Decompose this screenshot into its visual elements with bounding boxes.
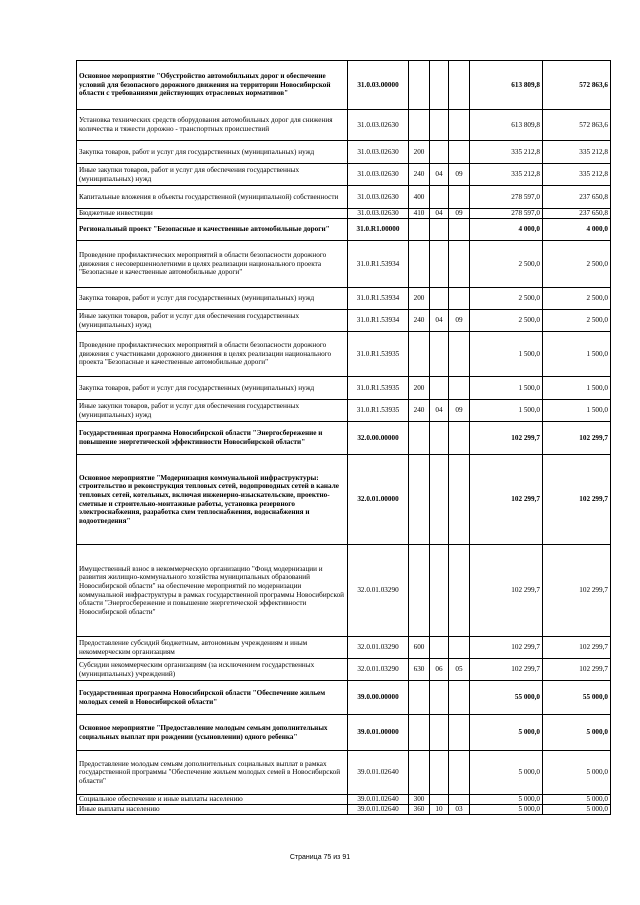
row-section-cell xyxy=(430,681,449,715)
row-code-cell: 31.0.03.02630 xyxy=(348,110,409,141)
table-row xyxy=(77,659,611,681)
row-subsection-cell xyxy=(449,681,470,715)
row-amount-2-cell: 2 500,0 xyxy=(543,288,611,310)
row-amount-2-cell: 102 299,7 xyxy=(543,545,611,637)
row-name-cell: Закупка товаров, работ и услуг для государственных (муниципальных) нужд xyxy=(77,377,348,400)
row-subsection-cell: 09 xyxy=(449,209,470,219)
table-row xyxy=(77,61,611,110)
row-subsection-cell xyxy=(449,241,470,288)
row-name-cell: Иные выплаты населению xyxy=(77,805,348,815)
row-amount-2-cell: 5 000,0 xyxy=(543,715,611,751)
row-amount-1-cell: 335 212,8 xyxy=(470,141,543,164)
row-expense-type-cell xyxy=(409,241,430,288)
row-expense-type-cell: 300 xyxy=(409,795,430,805)
row-amount-2-cell: 5 000,0 xyxy=(543,805,611,815)
row-name-cell: Субсидии некоммерческим организациям (за исключением государственных (муниципальных) учреждений) xyxy=(77,659,348,681)
row-subsection-cell xyxy=(449,288,470,310)
row-code-cell: 31.0.R1.53934 xyxy=(348,310,409,332)
row-subsection-cell: 03 xyxy=(449,805,470,815)
table-row xyxy=(77,332,611,377)
row-subsection-cell: 09 xyxy=(449,400,470,422)
row-subsection-cell: 05 xyxy=(449,659,470,681)
table-row xyxy=(77,241,611,288)
row-section-cell xyxy=(430,377,449,400)
row-section-cell xyxy=(430,751,449,795)
row-name-cell: Бюджетные инвестиции xyxy=(77,209,348,219)
row-section-cell: 04 xyxy=(430,400,449,422)
row-code-cell: 31.0.R1.53934 xyxy=(348,241,409,288)
row-section-cell xyxy=(430,422,449,455)
table-row xyxy=(77,310,611,332)
row-expense-type-cell: 410 xyxy=(409,209,430,219)
row-amount-2-cell: 1 500,0 xyxy=(543,332,611,377)
row-subsection-cell xyxy=(449,715,470,751)
row-name-cell: Иные закупки товаров, работ и услуг для обеспечения государственных (муниципальных) нужд xyxy=(77,310,348,332)
row-code-cell: 31.0.R1.53934 xyxy=(348,288,409,310)
row-code-cell: 31.0.R1.53935 xyxy=(348,332,409,377)
row-section-cell xyxy=(430,455,449,545)
row-amount-1-cell: 5 000,0 xyxy=(470,795,543,805)
row-amount-1-cell: 102 299,7 xyxy=(470,545,543,637)
row-code-cell: 32.0.01.03290 xyxy=(348,659,409,681)
row-amount-2-cell: 102 299,7 xyxy=(543,422,611,455)
row-code-cell: 39.0.01.00000 xyxy=(348,715,409,751)
row-expense-type-cell: 600 xyxy=(409,637,430,659)
row-subsection-cell xyxy=(449,219,470,241)
row-expense-type-cell: 360 xyxy=(409,805,430,815)
row-section-cell xyxy=(430,61,449,110)
row-subsection-cell xyxy=(449,141,470,164)
row-name-cell: Государственная программа Новосибирской области "Энергосбережение и повышение энергетической эффективности Новосибирской области" xyxy=(77,422,348,455)
row-code-cell: 31.0.R1.00000 xyxy=(348,219,409,241)
row-section-cell xyxy=(430,545,449,637)
table-row xyxy=(77,455,611,545)
row-amount-2-cell: 5 000,0 xyxy=(543,751,611,795)
row-subsection-cell xyxy=(449,637,470,659)
row-amount-2-cell: 55 000,0 xyxy=(543,681,611,715)
row-section-cell: 04 xyxy=(430,164,449,186)
row-amount-1-cell: 278 597,0 xyxy=(470,209,543,219)
row-amount-2-cell: 572 863,6 xyxy=(543,61,611,110)
row-section-cell: 06 xyxy=(430,659,449,681)
row-name-cell: Проведение профилактических мероприятий в области безопасности дорожного движения с несовершеннолетними в целях реализации национального проекта "Безопасные и качественные автомобильные дороги" xyxy=(77,241,348,288)
row-name-cell: Имущественный взнос в некоммерческую организацию "Фонд модернизации и развития жилищно-коммунального хозяйства муниципальных образований Новосибирской области" на обеспечение мероприятий по модернизации коммунальной инфраструктуры в рамках государственной программы Новосибирской области "Энергосбережение и повышение энергетической эффективности Новосибирской области" xyxy=(77,545,348,637)
row-code-cell: 31.0.03.00000 xyxy=(348,61,409,110)
table-row xyxy=(77,715,611,751)
row-section-cell xyxy=(430,141,449,164)
table-row xyxy=(77,209,611,219)
row-code-cell: 31.0.03.02630 xyxy=(348,186,409,209)
row-amount-1-cell: 4 000,0 xyxy=(470,219,543,241)
row-code-cell: 39.0.01.02640 xyxy=(348,805,409,815)
row-amount-1-cell: 102 299,7 xyxy=(470,422,543,455)
row-expense-type-cell xyxy=(409,455,430,545)
row-expense-type-cell: 200 xyxy=(409,288,430,310)
table-row xyxy=(77,164,611,186)
row-amount-2-cell: 237 650,8 xyxy=(543,186,611,209)
row-amount-2-cell: 102 299,7 xyxy=(543,455,611,545)
row-section-cell: 04 xyxy=(430,310,449,332)
row-section-cell xyxy=(430,332,449,377)
table-row xyxy=(77,400,611,422)
row-section-cell xyxy=(430,715,449,751)
row-amount-2-cell: 102 299,7 xyxy=(543,659,611,681)
row-amount-2-cell: 2 500,0 xyxy=(543,310,611,332)
row-amount-1-cell: 2 500,0 xyxy=(470,310,543,332)
row-amount-1-cell: 102 299,7 xyxy=(470,659,543,681)
row-expense-type-cell: 630 xyxy=(409,659,430,681)
table-row xyxy=(77,110,611,141)
row-expense-type-cell: 240 xyxy=(409,164,430,186)
row-amount-2-cell: 1 500,0 xyxy=(543,400,611,422)
row-name-cell: Основное мероприятие "Модернизация коммунальной инфраструктуры: строительство и реконструкция тепловых сетей, водопроводных сетей в канале тепловых сетей, котельных, включая инженерно-изыскательские, проектно-сметные и строительно-монтажные работы, установка резервного электроснабжения, разработка схем теплоснабжения, водоснабжения и водоотведения" xyxy=(77,455,348,545)
row-amount-1-cell: 278 597,0 xyxy=(470,186,543,209)
row-section-cell xyxy=(430,219,449,241)
row-amount-2-cell: 572 863,6 xyxy=(543,110,611,141)
row-name-cell: Закупка товаров, работ и услуг для государственных (муниципальных) нужд xyxy=(77,288,348,310)
row-subsection-cell xyxy=(449,61,470,110)
row-section-cell: 04 xyxy=(430,209,449,219)
row-amount-1-cell: 5 000,0 xyxy=(470,805,543,815)
row-name-cell: Государственная программа Новосибирской области "Обеспечение жильем молодых семей в Новосибирской области" xyxy=(77,681,348,715)
row-amount-2-cell: 2 500,0 xyxy=(543,241,611,288)
row-name-cell: Проведение профилактических мероприятий в области безопасности дорожного движения с участниками дорожного движения в целях реализации национального проекта "Безопасные и качественные автомобильные дороги" xyxy=(77,332,348,377)
row-section-cell xyxy=(430,795,449,805)
row-code-cell: 32.0.01.00000 xyxy=(348,455,409,545)
row-subsection-cell xyxy=(449,795,470,805)
row-section-cell xyxy=(430,241,449,288)
row-subsection-cell xyxy=(449,377,470,400)
table-row xyxy=(77,141,611,164)
row-name-cell: Установка технических средств оборудования автомобильных дорог для снижения количества и тяжести дорожно - транспортных происшествий xyxy=(77,110,348,141)
row-expense-type-cell: 400 xyxy=(409,186,430,209)
row-code-cell: 32.0.01.03290 xyxy=(348,545,409,637)
row-amount-1-cell: 1 500,0 xyxy=(470,332,543,377)
row-amount-1-cell: 2 500,0 xyxy=(470,288,543,310)
row-amount-1-cell: 102 299,7 xyxy=(470,637,543,659)
row-name-cell: Предоставление субсидий бюджетным, автономным учреждениям и иным некоммерческим организациям xyxy=(77,637,348,659)
row-code-cell: 31.0.R1.53935 xyxy=(348,400,409,422)
table-row xyxy=(77,681,611,715)
row-expense-type-cell xyxy=(409,332,430,377)
row-section-cell xyxy=(430,288,449,310)
row-amount-1-cell: 1 500,0 xyxy=(470,400,543,422)
page-number: Страница 75 из 91 xyxy=(289,854,351,861)
row-expense-type-cell: 240 xyxy=(409,400,430,422)
row-amount-1-cell: 5 000,0 xyxy=(470,715,543,751)
row-name-cell: Основное мероприятие "Предоставление молодым семьям дополнительных социальных выплат при рождении (усыновлении) одного ребенка" xyxy=(77,715,348,751)
row-amount-1-cell: 613 809,8 xyxy=(470,61,543,110)
row-subsection-cell: 09 xyxy=(449,164,470,186)
row-subsection-cell xyxy=(449,332,470,377)
row-code-cell: 32.0.00.00000 xyxy=(348,422,409,455)
row-name-cell: Региональный проект "Безопасные и качественные автомобильные дороги" xyxy=(77,219,348,241)
row-amount-1-cell: 613 809,8 xyxy=(470,110,543,141)
row-amount-1-cell: 1 500,0 xyxy=(470,377,543,400)
row-subsection-cell xyxy=(449,186,470,209)
row-amount-2-cell: 237 650,8 xyxy=(543,209,611,219)
row-amount-1-cell: 5 000,0 xyxy=(470,751,543,795)
row-expense-type-cell: 200 xyxy=(409,377,430,400)
row-amount-2-cell: 335 212,8 xyxy=(543,141,611,164)
row-expense-type-cell xyxy=(409,110,430,141)
row-subsection-cell xyxy=(449,545,470,637)
row-expense-type-cell xyxy=(409,545,430,637)
row-code-cell: 39.0.01.02640 xyxy=(348,751,409,795)
row-section-cell xyxy=(430,110,449,141)
row-name-cell: Закупка товаров, работ и услуг для государственных (муниципальных) нужд xyxy=(77,141,348,164)
row-name-cell: Основное мероприятие "Обустройство автомобильных дорог и обеспечение условий для безопасного дорожного движения на территории Новосибирской области с требованиями действующих отраслевых нормативов" xyxy=(77,61,348,110)
row-expense-type-cell xyxy=(409,422,430,455)
row-name-cell: Капитальные вложения в объекты государственной (муниципальной) собственности xyxy=(77,186,348,209)
row-amount-2-cell: 1 500,0 xyxy=(543,377,611,400)
table-row xyxy=(77,751,611,795)
row-amount-1-cell: 2 500,0 xyxy=(470,241,543,288)
row-code-cell: 39.0.00.00000 xyxy=(348,681,409,715)
row-expense-type-cell: 200 xyxy=(409,141,430,164)
row-code-cell: 31.0.R1.53935 xyxy=(348,377,409,400)
row-expense-type-cell xyxy=(409,61,430,110)
table-row xyxy=(77,795,611,805)
row-name-cell: Иные закупки товаров, работ и услуг для обеспечения государственных (муниципальных) нужд xyxy=(77,400,348,422)
row-subsection-cell xyxy=(449,751,470,795)
row-subsection-cell xyxy=(449,455,470,545)
row-subsection-cell xyxy=(449,422,470,455)
table-row xyxy=(77,186,611,209)
row-subsection-cell xyxy=(449,110,470,141)
table-row xyxy=(77,377,611,400)
row-amount-1-cell: 55 000,0 xyxy=(470,681,543,715)
table-row xyxy=(77,219,611,241)
row-expense-type-cell: 240 xyxy=(409,310,430,332)
row-section-cell xyxy=(430,186,449,209)
row-code-cell: 39.0.01.02640 xyxy=(348,795,409,805)
budget-table xyxy=(76,60,611,815)
row-amount-1-cell: 335 212,8 xyxy=(470,164,543,186)
table-row xyxy=(77,288,611,310)
row-amount-2-cell: 335 212,8 xyxy=(543,164,611,186)
row-name-cell: Социальное обеспечение и иные выплаты населению xyxy=(77,795,348,805)
row-expense-type-cell xyxy=(409,751,430,795)
table-row xyxy=(77,545,611,637)
row-amount-2-cell: 102 299,7 xyxy=(543,637,611,659)
row-name-cell: Иные закупки товаров, работ и услуг для обеспечения государственных (муниципальных) нужд xyxy=(77,164,348,186)
table-row xyxy=(77,422,611,455)
row-expense-type-cell xyxy=(409,681,430,715)
row-name-cell: Предоставление молодым семьям дополнительных социальных выплат в рамках государственной программы "Обеспечение жильем молодых семей в Новосибирской области" xyxy=(77,751,348,795)
table-row xyxy=(77,637,611,659)
table-row xyxy=(77,805,611,815)
row-code-cell: 31.0.03.02630 xyxy=(348,164,409,186)
row-amount-2-cell: 4 000,0 xyxy=(543,219,611,241)
row-code-cell: 32.0.01.03290 xyxy=(348,637,409,659)
row-section-cell: 10 xyxy=(430,805,449,815)
row-code-cell: 31.0.03.02630 xyxy=(348,209,409,219)
row-subsection-cell: 09 xyxy=(449,310,470,332)
row-expense-type-cell xyxy=(409,219,430,241)
row-expense-type-cell xyxy=(409,715,430,751)
row-amount-1-cell: 102 299,7 xyxy=(470,455,543,545)
row-section-cell xyxy=(430,637,449,659)
table-body xyxy=(77,61,611,815)
row-code-cell: 31.0.03.02630 xyxy=(348,141,409,164)
row-amount-2-cell: 5 000,0 xyxy=(543,795,611,805)
